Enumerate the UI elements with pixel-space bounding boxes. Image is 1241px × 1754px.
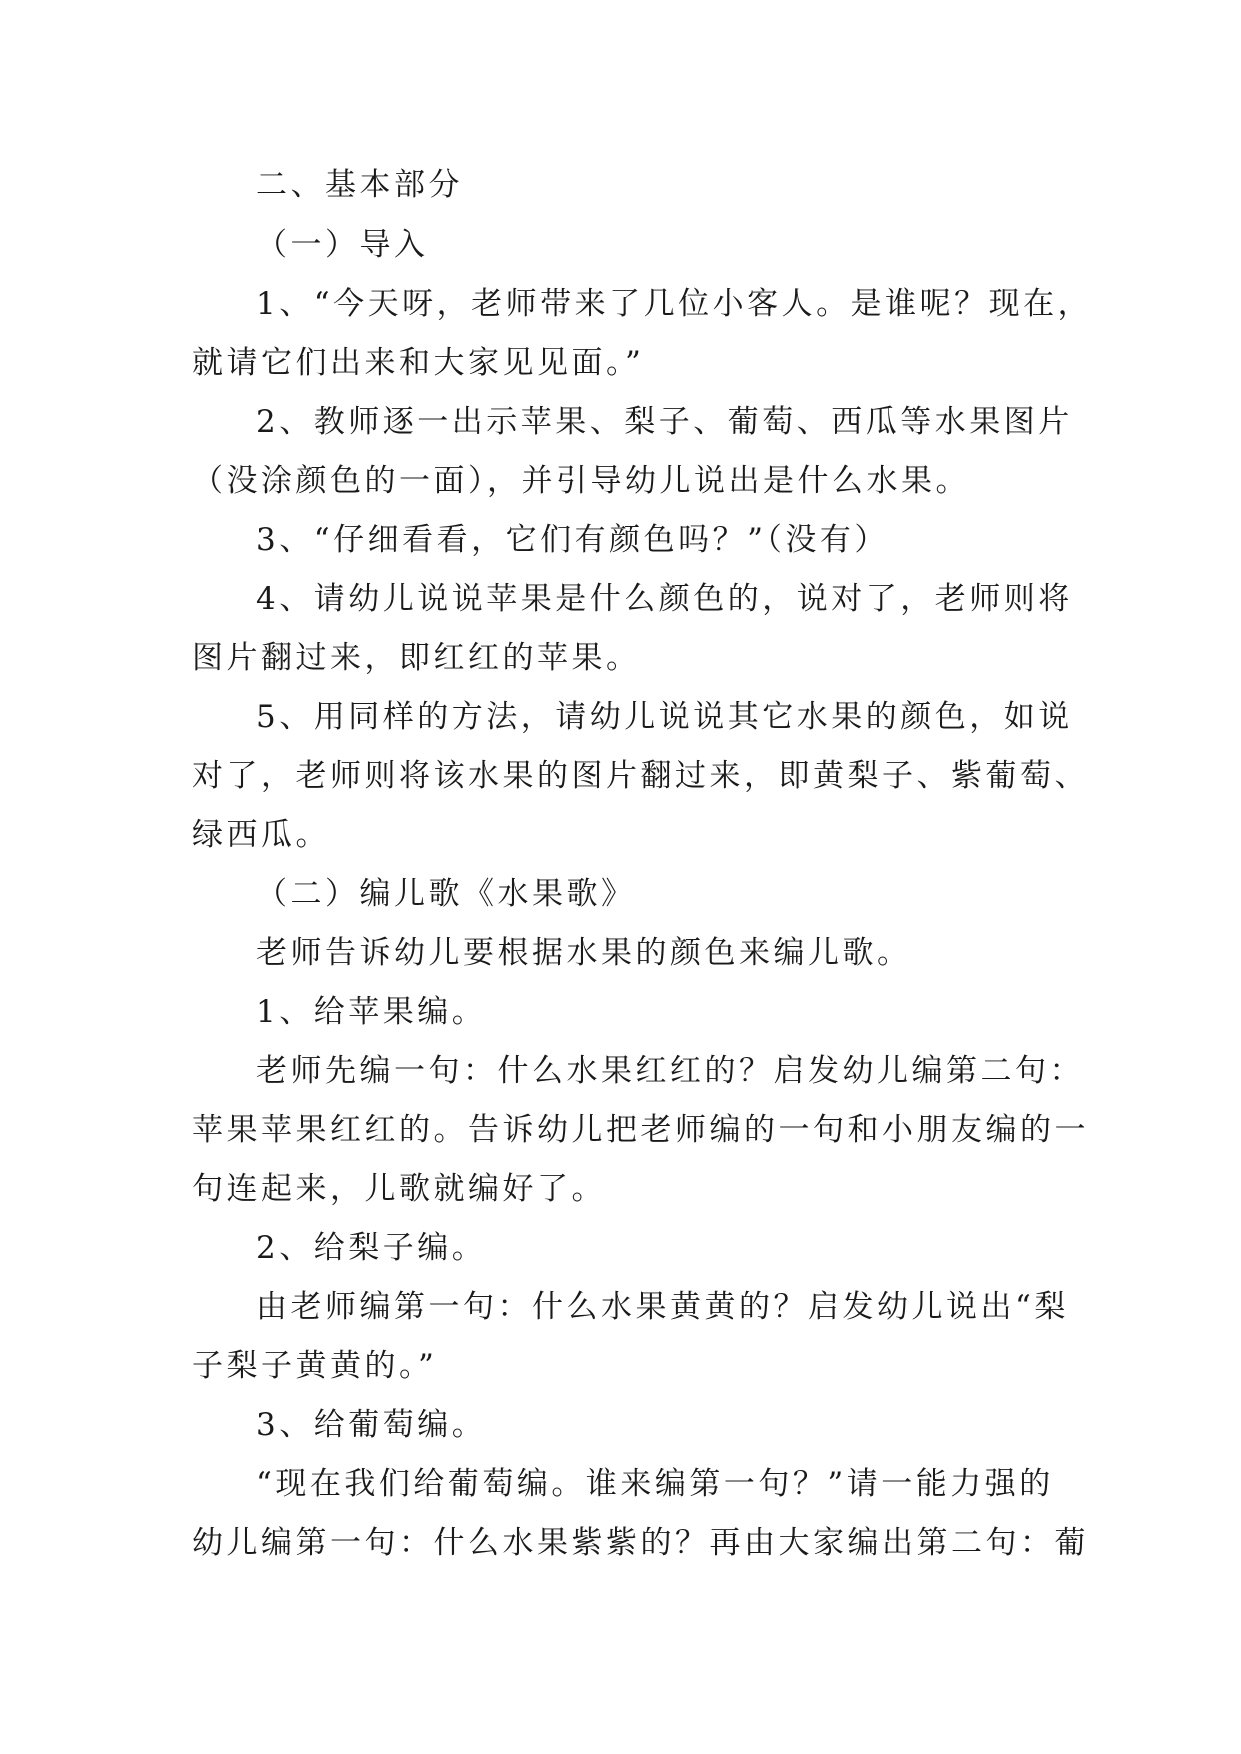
paragraph-line: （没涂颜色的一面），并引导幼儿说出是什么水果。 [192,463,970,499]
paragraph-line: 绿西瓜。 [192,817,330,853]
paragraph-line: 就请它们出来和大家见见面。” [192,345,645,381]
paragraph-line: 3、给葡萄编。 [256,1407,487,1443]
paragraph-line: 1、“今天呀，老师带来了几位小客人。是谁呢？现在， [256,286,1093,322]
paragraph-line: 老师先编一句：什么水果红红的？启发幼儿编第二句： [256,1053,1084,1089]
section-heading: 二、基本部分 [256,167,463,203]
paragraph-line: 2、教师逐一出示苹果、梨子、葡萄、西瓜等水果图片 [256,404,1073,440]
paragraph-line: 图片翻过来，即红红的苹果。 [192,640,641,676]
paragraph-line: 4、请幼儿说说苹果是什么颜色的，说对了，老师则将 [256,581,1073,617]
paragraph-line: 3、“仔细看看，它们有颜色吗？”（没有） [256,522,889,558]
paragraph-line: 由老师编第一句：什么水果黄黄的？启发幼儿说出“梨 [256,1289,1069,1325]
paragraph-line: 2、给梨子编。 [256,1230,487,1266]
paragraph-line: 5、用同样的方法，请幼儿说说其它水果的颜色，如说 [256,699,1073,735]
subsection-heading: （二）编儿歌《水果歌》 [256,876,636,912]
paragraph-line: 子梨子黄黄的。” [192,1348,438,1384]
paragraph-line: 1、给苹果编。 [256,994,487,1030]
paragraph-line: 苹果苹果红红的。告诉幼儿把老师编的一句和小朋友编的一 [192,1112,1089,1148]
subsection-heading: （一）导入 [256,227,429,263]
paragraph-line: 句连起来，儿歌就编好了。 [192,1171,606,1207]
paragraph-line: 老师告诉幼儿要根据水果的颜色来编儿歌。 [256,935,912,971]
paragraph-line: 对了，老师则将该水果的图片翻过来，即黄梨子、紫葡萄、 [192,758,1089,794]
paragraph-line: “现在我们给葡萄编。谁来编第一句？”请一能力强的 [256,1466,1054,1502]
paragraph-line: 幼儿编第一句：什么水果紫紫的？再由大家编出第二句：葡 [192,1525,1089,1561]
